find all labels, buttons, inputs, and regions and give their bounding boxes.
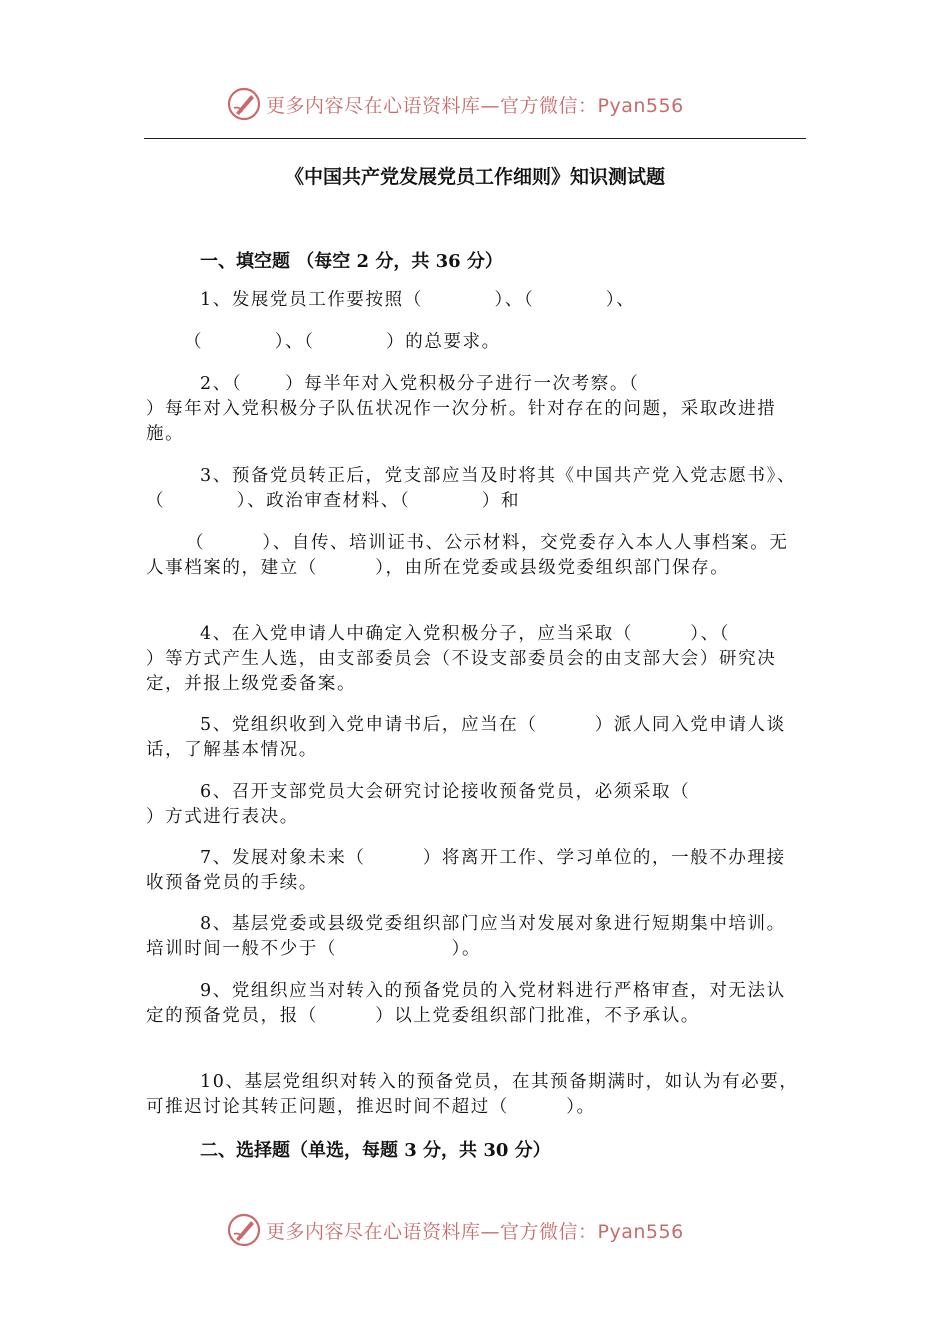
page-title: 《中国共产党发展党员工作细则》知识测试题 — [284, 166, 665, 188]
question-1-line-1: 1、发展党员工作要按照（ ）、（ ）、 — [200, 290, 636, 310]
pen-logo-icon — [226, 1212, 262, 1248]
question-4: 4、在入党申请人中确定入党积极分子，应当采取（ ）、（ ）等方式产生人选，由支部委员会（不设支部委员会的由支部大会）研究决定，并报上级党委备案。 — [146, 624, 802, 694]
question-7: 7、发展对象未来（ ）将离开工作、学习单位的，一般不办理接收预备党员的手续。 — [146, 848, 786, 893]
watermark-text: 更多内容尽在心语资料库—官方微信：Pyan556 — [266, 1220, 684, 1243]
question-9: 9、党组织应当对转入的预备党员的入党材料进行严格审查，对无法认定的预备党员，报（ ）以上党委组织部门批准，不予承认。 — [146, 981, 786, 1026]
header-divider — [144, 138, 806, 139]
section-heading-fill-blank: 一、填空题 （每空 2 分，共 36 分） — [200, 251, 503, 272]
question-1-line-2: （ ）、（ ）的总要求。 — [184, 332, 501, 352]
question-6: 6、召开支部党员大会研究讨论接收预备党员，必须采取（ ）方式进行表决。 — [146, 782, 691, 827]
watermark-header — [226, 84, 684, 124]
question-8: 8、基层党委或县级党委组织部门应当对发展对象进行短期集中培训。培训时间一般不少于（ ）。 — [146, 914, 786, 959]
section-heading-multiple-choice: 二、选择题（单选，每题 3 分，共 30 分） — [200, 1140, 551, 1161]
question-10: 10、基层党组织对转入的预备党员，在其预备期满时，如认为有必要，可推迟讨论其转正问题，推迟时间不超过（ ）。 — [146, 1072, 799, 1117]
watermark-text: 更多内容尽在心语资料库—官方微信：Pyan556 — [266, 94, 684, 117]
question-5: 5、党组织收到入党申请书后，应当在（ ）派人同入党申请人谈话，了解基本情况。 — [146, 715, 786, 760]
watermark-footer — [226, 1210, 684, 1250]
question-3-part-2: （ ）、自传、培训证书、公示材料，交党委存入本人人事档案。无人事档案的，建立（ ），由所在党委或县级党委组织部门保存。 — [146, 533, 789, 578]
pen-logo-icon — [226, 86, 262, 122]
question-2: 2、（ ）每半年对入党积极分子进行一次考察。（ ）每年对入党积极分子队伍状况作一次分析。针对存在的问题，采取改进措施。 — [146, 374, 777, 444]
question-3-part-1: 3、预备党员转正后，党支部应当及时将其《中国共产党入党志愿书》、（ ）、政治审查材料、（ ）和 — [146, 466, 797, 511]
